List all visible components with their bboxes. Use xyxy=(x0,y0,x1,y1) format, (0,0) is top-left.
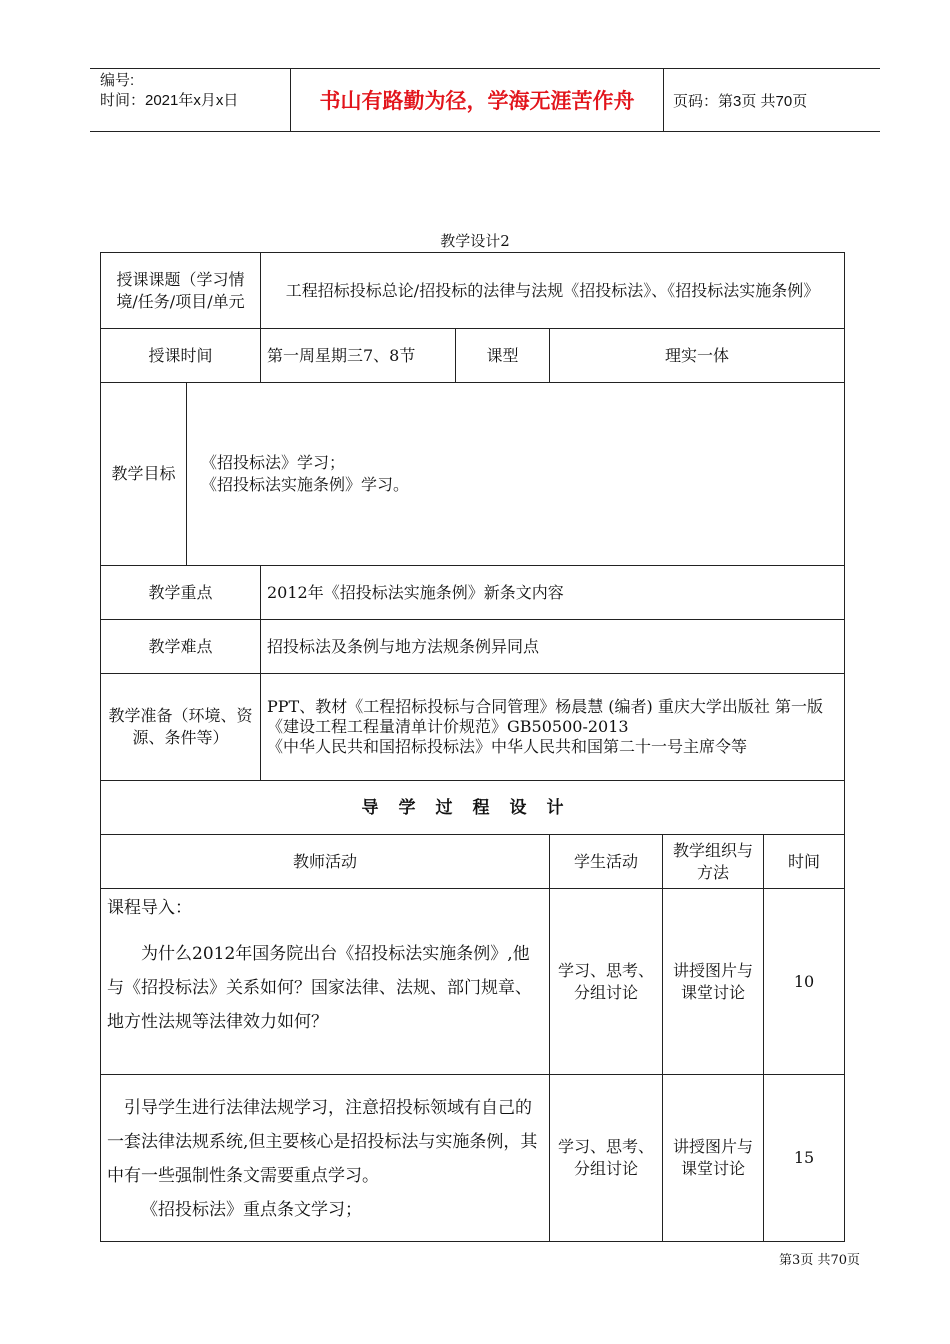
student-activity-cell: 学习、思考、分组讨论 xyxy=(550,889,663,1075)
col-method: 教学组织与方法 xyxy=(663,835,764,889)
focus-label: 教学重点 xyxy=(101,566,261,620)
time-cell: 15 xyxy=(764,1075,845,1242)
difficulty-value: 招投标法及条例与地方法规条例异同点 xyxy=(261,620,845,674)
focus-value: 2012年《招投标法实施条例》新条文内容 xyxy=(261,566,845,620)
prep-content xyxy=(261,674,845,781)
teacher-activity-cell xyxy=(101,1075,550,1242)
teacher-activity-extra: 《招投标法》重点条文学习； xyxy=(141,1200,362,1220)
type-value: 理实一体 xyxy=(550,329,845,383)
type-label: 课型 xyxy=(456,329,550,383)
header-motto: 书山有路勤为径，学海无涯苦作舟 xyxy=(319,89,635,113)
student-activity-cell: 学习、思考、分组讨论 xyxy=(550,1075,663,1242)
header-page-number: 页码：第3页 共70页 xyxy=(673,92,808,110)
prep-line: 《建设工程工程量清单计价规范》GB50500-2013 xyxy=(267,717,629,736)
goal-line: 《招投标法实施条例》学习。 xyxy=(201,475,410,494)
goal-line: 《招投标法》学习； xyxy=(201,453,346,472)
time-label: 授课时间 xyxy=(101,329,261,383)
page-footer: 第3页 共70页 xyxy=(779,1253,860,1268)
guide-heading: 导学过程设计 xyxy=(101,781,845,835)
method-cell: 讲授图片与课堂讨论 xyxy=(663,889,764,1075)
goal-content xyxy=(187,383,845,566)
difficulty-label: 教学难点 xyxy=(101,620,261,674)
teacher-activity-text: 引导学生进行法律法规学习，注意招投标领域有自己的一套法律法规系统,但主要核心是招投标法与实施条例，其中有一些强制性条文需要重点学习。 xyxy=(107,1098,538,1186)
goal-label: 教学目标 xyxy=(101,383,187,566)
header-number-label: 编号: xyxy=(100,72,135,89)
time-cell: 10 xyxy=(764,889,845,1075)
page-header xyxy=(90,68,880,132)
topic-label: 授课课题（学习情境/任务/项目/单元 xyxy=(101,253,261,329)
header-time: 时间：2021年x月x日 xyxy=(100,92,239,109)
col-teacher-activity: 教师活动 xyxy=(101,835,550,889)
teacher-activity-text: 为什么2012年国务院出台《招投标法实施条例》,他与《招投标法》关系如何？国家法律、法规、部门规章、地方性法规等法律效力如何？ xyxy=(107,944,532,1032)
table-row xyxy=(101,1075,845,1242)
time-value: 第一周星期三7、8节 xyxy=(261,329,456,383)
col-student-activity: 学生活动 xyxy=(550,835,663,889)
col-time: 时间 xyxy=(764,835,845,889)
teacher-activity-cell xyxy=(101,889,550,1075)
header-divider xyxy=(663,69,664,131)
prep-line: 《中华人民共和国招标投标法》中华人民共和国第二十一号主席令等 xyxy=(267,737,748,756)
table-row xyxy=(101,889,845,1075)
intro-label: 课程导入： xyxy=(107,898,192,918)
header-meta xyxy=(100,71,290,111)
prep-label: 教学准备（环境、资源、条件等） xyxy=(101,674,261,781)
method-cell: 讲授图片与课堂讨论 xyxy=(663,1075,764,1242)
topic-value: 工程招标投标总论/招投标的法律与法规《招投标法》、《招投标法实施条例》 xyxy=(261,253,845,329)
prep-line: PPT、教材《工程招标投标与合同管理》杨晨慧 (编者) 重庆大学出版社 第一版 xyxy=(267,697,823,716)
lesson-plan-table xyxy=(100,252,845,1242)
document-title: 教学设计2 xyxy=(440,232,510,250)
